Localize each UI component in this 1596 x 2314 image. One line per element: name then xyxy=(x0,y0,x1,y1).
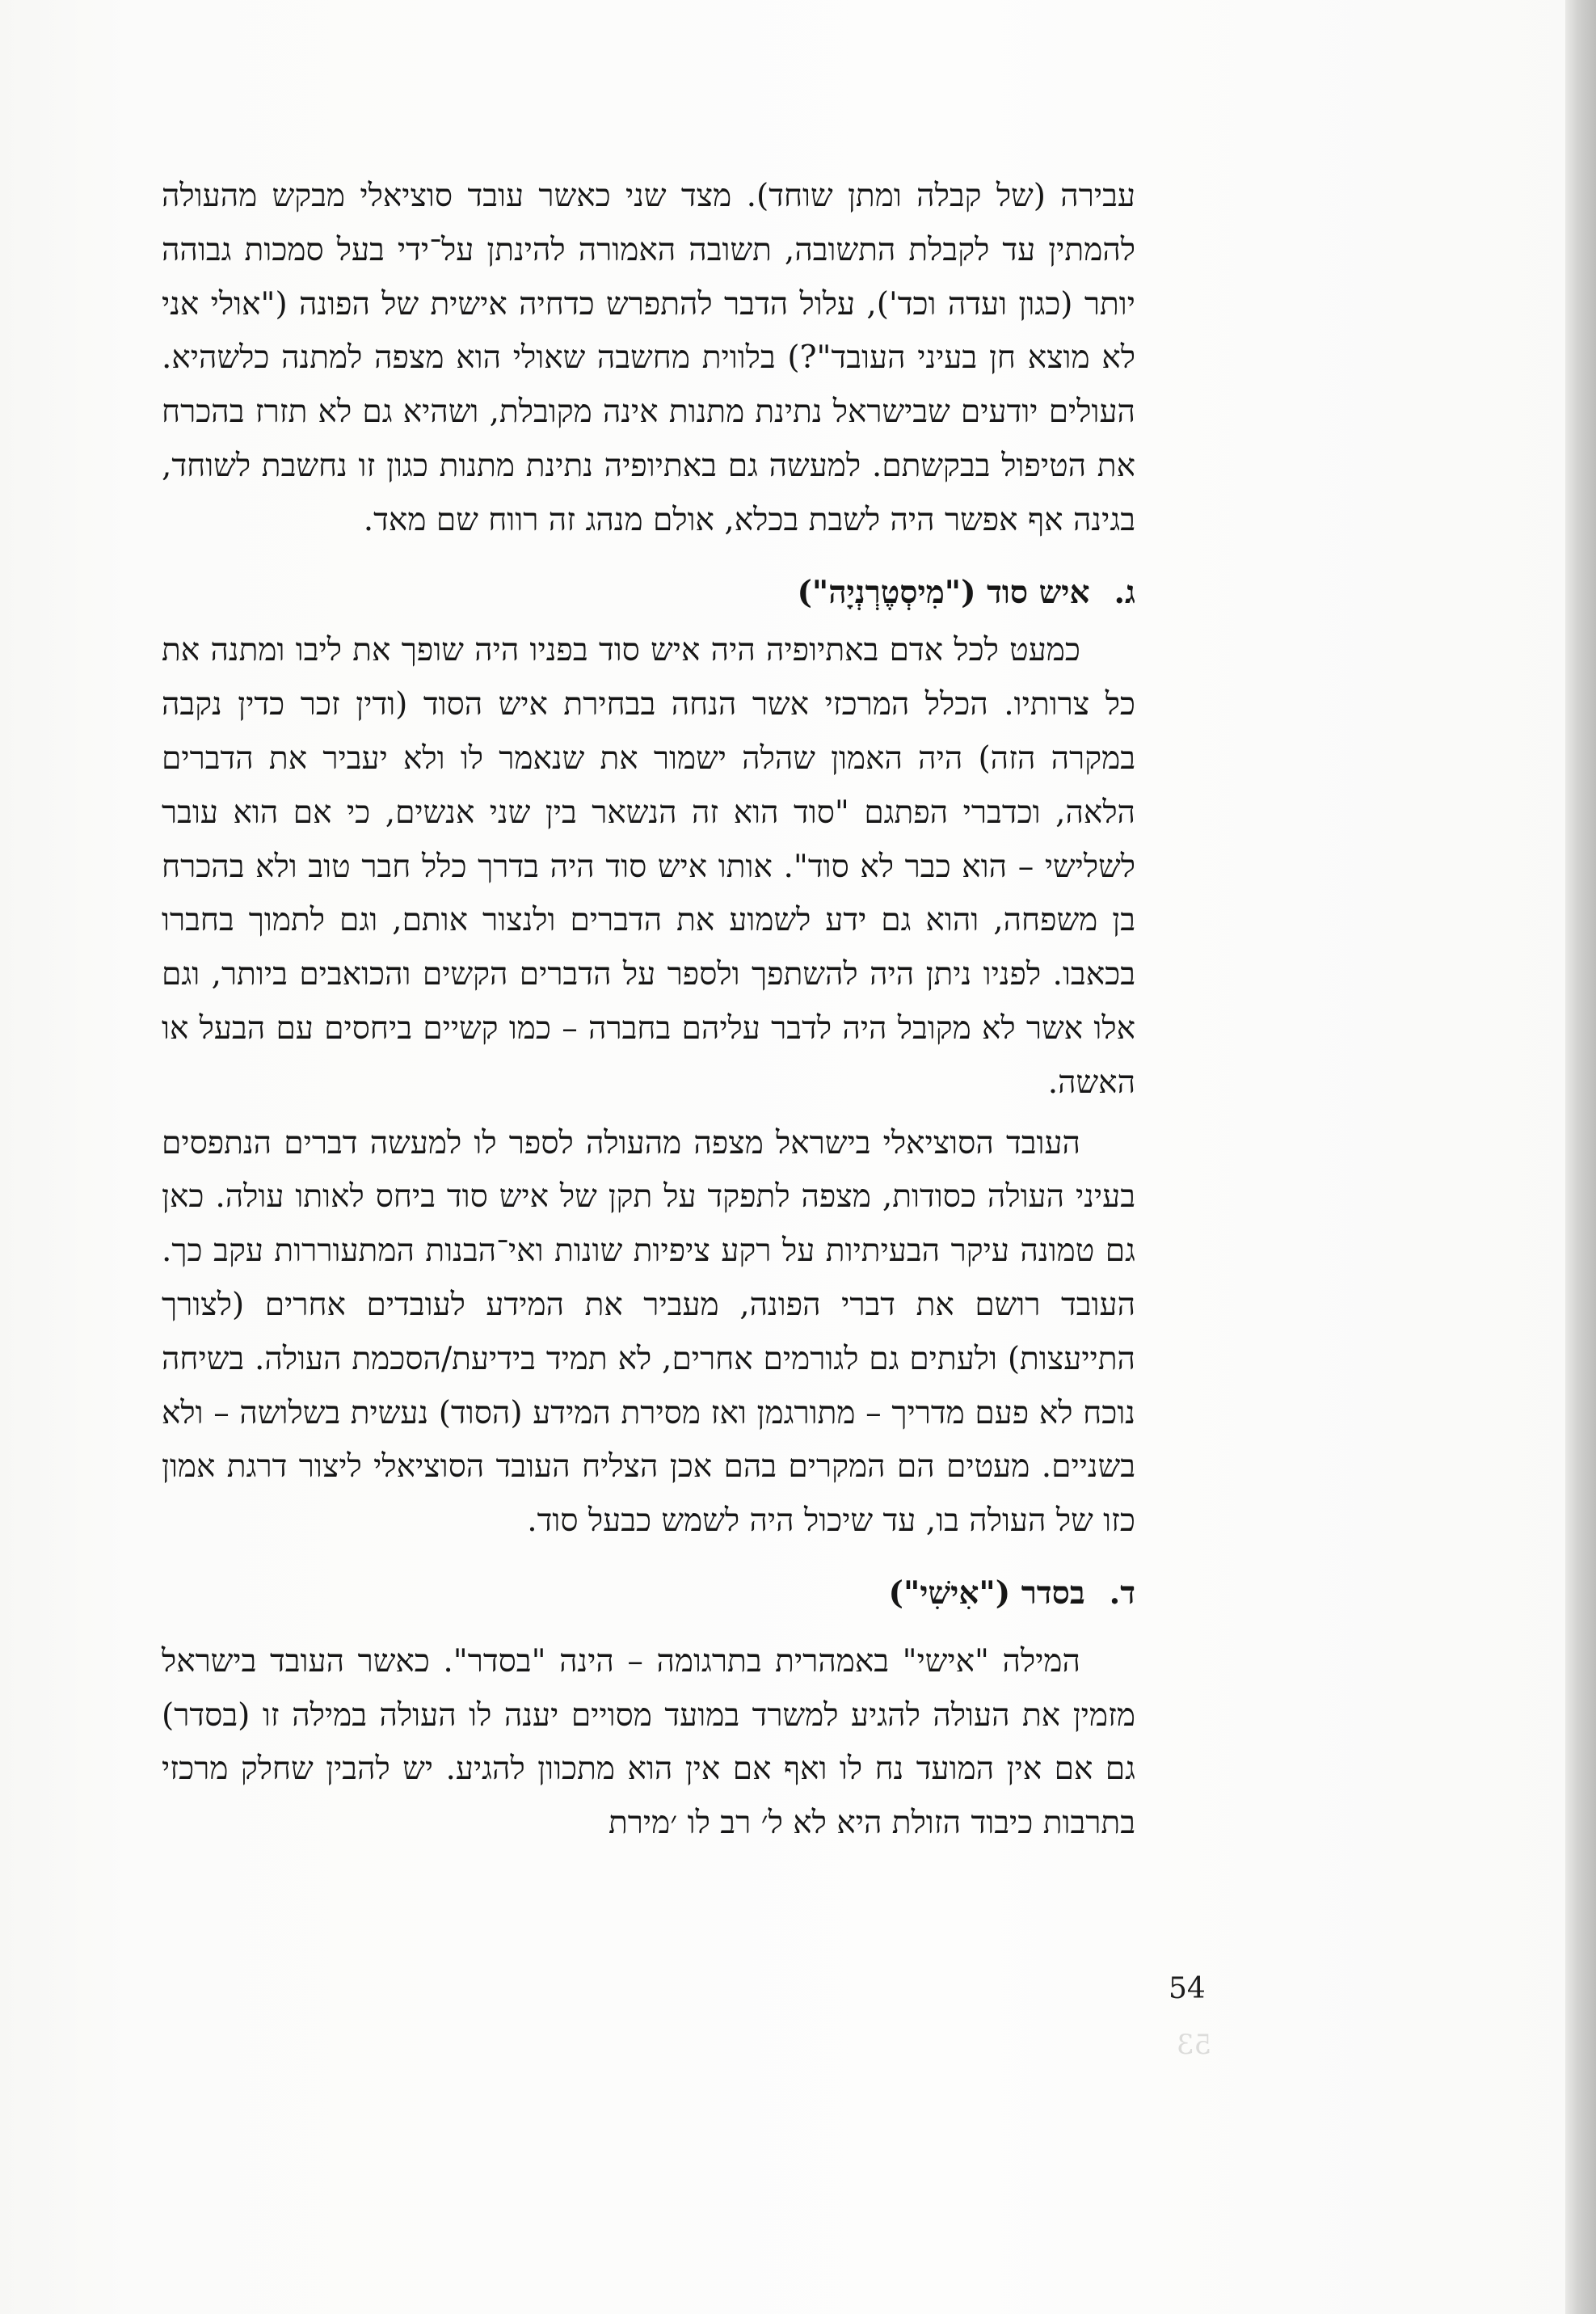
paragraph-okay-meaning: המילה "אישי" באמהרית בתרגומה – הינה "בסדר". כאשר העובד בישראל מזמין את העולה להגיע למשרד במועד מסויים יענה לו העולה במילה זו (בסדר) גם אם אין המועד נח לו ואף אם אין הוא מתכוון להגיע. יש להבין שחלק מרכזי בתרבות כיבוד הזולת היא לא ל׳ רב לו ׳מירת xyxy=(162,1642,1135,1842)
page-number: 54 xyxy=(1169,1972,1206,2005)
page-edge-shadow xyxy=(1565,0,1596,2314)
section-letter: ג. xyxy=(1114,573,1135,611)
paragraph-gap xyxy=(162,1111,1135,1117)
section-heading-okay xyxy=(162,1566,1135,1621)
bleed-through-page-number: 53 xyxy=(1177,2029,1212,2061)
paragraph-confidant-ethiopia: כמעט לכל אדם באתיופיה היה איש סוד בפניו היה שופך את ליבו ומתנה את כל צרותיו. הכלל המרכזי אשר הנחה בבחירת איש הסוד (ודין זכר כדין נקבה במקרה הזה) היה האמון שהלה ישמור את שנאמר לו ולא יעביר את הדברים הלאה, וכדברי הפתגם "סוד הוא זה הנשאר בין שני אנשים, כי אם הוא עובר לשלישי – הוא כבר לא סוד". אותו איש סוד היה בדרך כלל חבר טוב ולא בהכרח בן משפחה, והוא גם ידע לשמוע את הדברים ולנצור אותם, וגם לתמוך בחברו בכאבו. לפניו ניתן היה להשתפך ולספר על הדברים הקשים והכואבים ביותר, וגם אלו אשר לא מקובל היה לדבר עליהם בחברה – כמו קשיים ביחסים עם הבעל או האשה. xyxy=(162,632,1135,1101)
section-gap xyxy=(162,1621,1135,1635)
section-gap xyxy=(162,1549,1135,1566)
paragraph-ethiopia-gifts: עבירה (של קבלה ומתן שוחד). מצד שני כאשר עובד סוציאלי מבקש מהעולה להמתין עד לקבלת התשובה, תשובה האמורה להינתן על־ידי בעל סמכות גבוהה יותר (כגון ועדה וכד'), עלול הדבר להתפרש כדחיה אישית של הפונה ("אולי אני לא מוצא חן בעיני העובד"?) בלווית מחשבה שאולי הוא מצפה למתנה כלשהיא. העולים יודעים שבישראל נתינת מתנות אינה מקובלת, ושהיא גם לא תזרז בהכרח את הטיפול בבקשתם. למעשה גם באתיופיה נתינת מתנות כגון זו נחשבת לשוחד, בגינה אף אפשר היה לשבת בכלא, אולם מנהג זה רווח שם מאד. xyxy=(162,178,1135,538)
section-letter: ד. xyxy=(1109,1574,1135,1612)
section-gap xyxy=(162,548,1135,566)
section-heading-confidant xyxy=(162,566,1135,620)
section-title: איש סוד ("מִיסְטֶרְנְיָה") xyxy=(797,573,1090,611)
paragraph-social-worker-confidant: העובד הסוציאלי בישראל מצפה מהעולה לספר לו למעשה דברים הנתפסים בעיני העולה כסודות, מצפה לתפקד על תקן של איש סוד ביחס לאותו עולה. כאן גם טמונה עיקר הבעיתיות על רקע ציפיות שונות ואי־הבנות המתעוררות עקב כך. העובד רושם את דברי הפונה, מעביר את המידע לעובדים אחרים (לצורך התייעצות) ולעתים גם לגורמים אחרים, לא תמיד בידיעת/הסכמת העולה. בשיחה נוכח לא פעם מדריך – מתורגמן ואז מסירת המידע (הסוד) נעשית בשלושה – ולא בשניים. מעטים הם המקרים בהם אכן הצליח העובד הסוציאלי ליצור דרגת אמון כזו של העולה בו, עד שיכול היה לשמש כבעל סוד. xyxy=(162,1124,1135,1540)
section-title: בסדר ("אִישִׁי") xyxy=(888,1574,1085,1612)
body-text xyxy=(162,170,1135,1851)
